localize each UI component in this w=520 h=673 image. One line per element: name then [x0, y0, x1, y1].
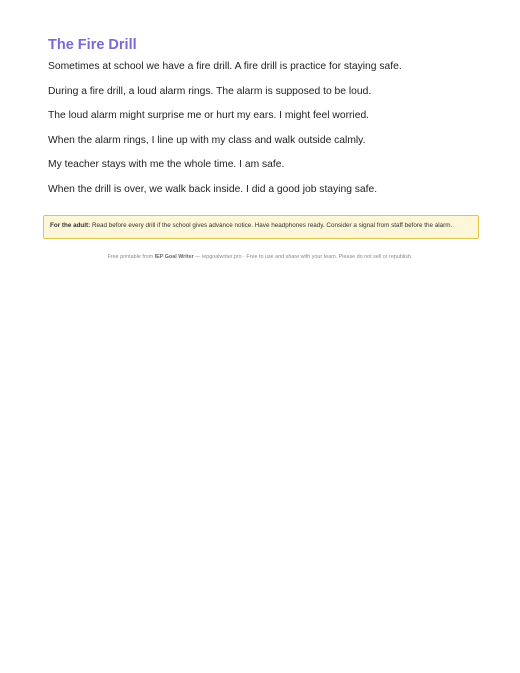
- page-title: The Fire Drill: [48, 37, 137, 53]
- story-sentence: During a fire drill, a loud alarm rings. The alarm is supposed to be loud.: [48, 85, 372, 97]
- footer-credit: [0, 253, 520, 261]
- story-sentence: Sometimes at school we have a fire drill. A fire drill is practice for staying safe.: [48, 61, 402, 72]
- adult-note-lead: For the adult:: [50, 222, 91, 229]
- story-sentence: The loud alarm might surprise me or hurt my ears. I might feel worried.: [48, 110, 370, 121]
- story-sentence: My teacher stays with me the whole time. I am safe.: [48, 159, 285, 170]
- story-sentence: When the drill is over, we walk back inside. I did a good job staying safe.: [48, 183, 378, 195]
- footer-brand: IEP Goal Writer: [154, 254, 194, 260]
- adult-note-box: [43, 215, 479, 239]
- footer-suffix: — iepgoalwriter.pro · Free to use and share with your team. Please do not sell or republish.: [193, 254, 413, 260]
- adult-note-text: Read before every drill if the school gives advance notice. Have headphones ready. Consider a signal from staff before the alarm.: [90, 222, 453, 229]
- story-sentence: When the alarm rings, I line up with my class and walk outside calmly.: [48, 134, 366, 146]
- footer-prefix: Free printable from: [107, 254, 155, 260]
- social-story-body: [48, 60, 478, 207]
